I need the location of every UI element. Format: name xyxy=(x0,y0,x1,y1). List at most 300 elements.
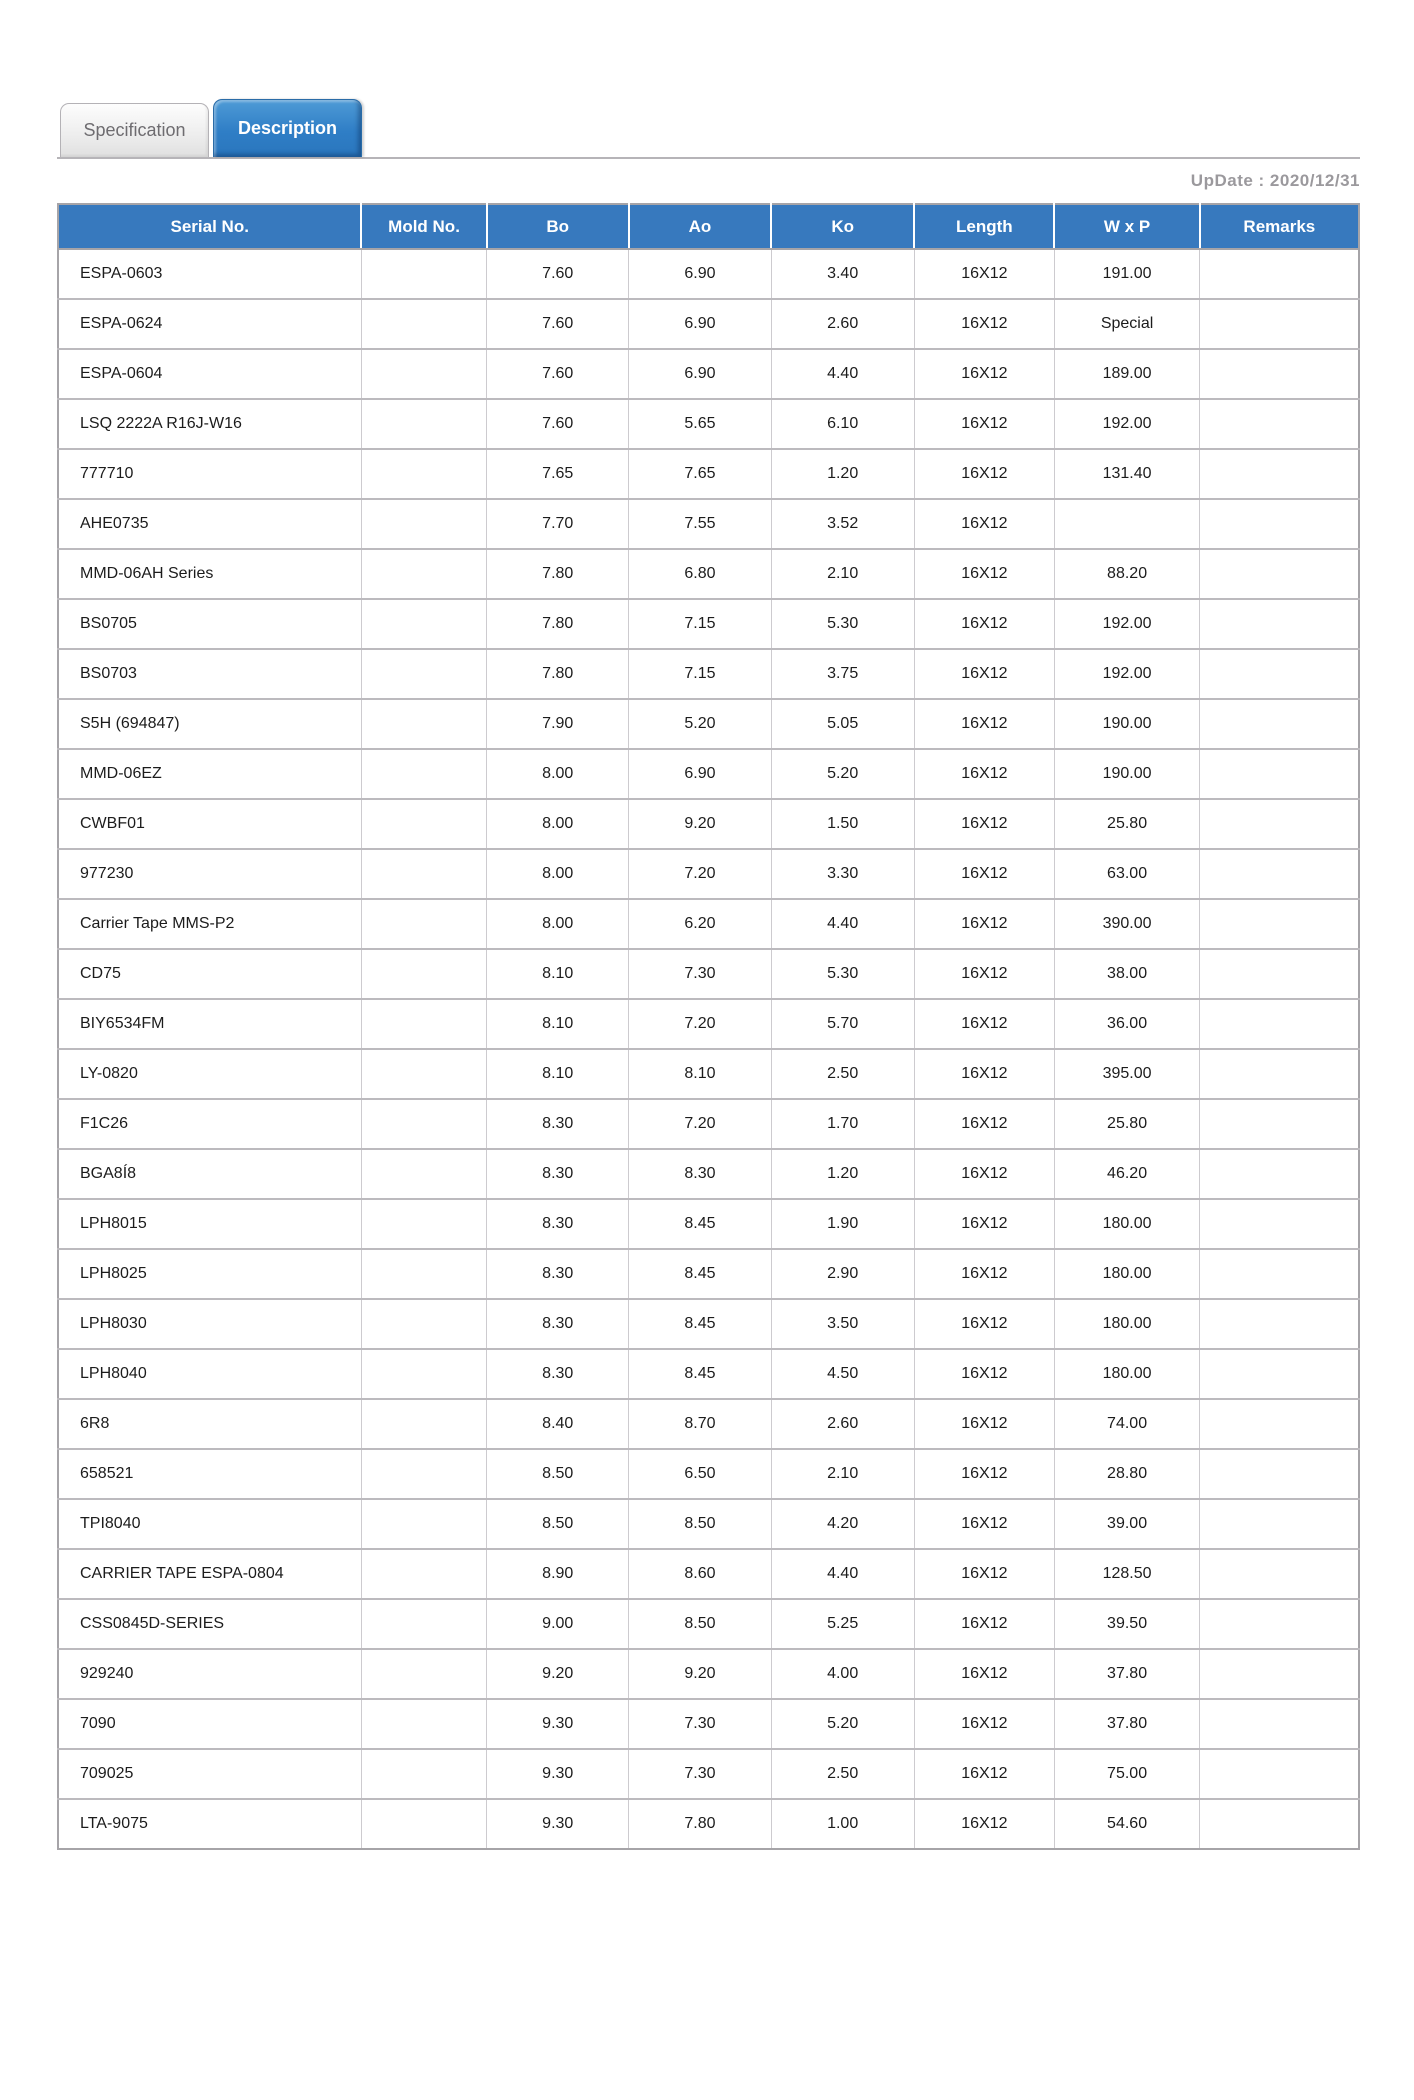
page-content xyxy=(57,100,1360,1850)
cell-remarks xyxy=(1200,449,1359,499)
cell-remarks xyxy=(1200,1099,1359,1149)
cell-ko: 1.90 xyxy=(771,1199,914,1249)
cell-length: 16X12 xyxy=(914,1499,1054,1549)
cell-wxp: 88.20 xyxy=(1054,549,1199,599)
cell-length: 16X12 xyxy=(914,649,1054,699)
cell-serial: BS0703 xyxy=(58,649,361,699)
cell-serial: 7090 xyxy=(58,1699,361,1749)
column-header-ao: Ao xyxy=(629,204,771,249)
cell-ko: 2.10 xyxy=(771,549,914,599)
cell-serial: BIY6534FM xyxy=(58,999,361,1049)
cell-serial: LPH8025 xyxy=(58,1249,361,1299)
cell-ao: 7.80 xyxy=(629,1799,771,1849)
cell-bo: 9.20 xyxy=(487,1649,629,1699)
cell-length: 16X12 xyxy=(914,399,1054,449)
table-row xyxy=(58,1599,1359,1649)
cell-mold xyxy=(361,1249,486,1299)
cell-mold xyxy=(361,699,486,749)
cell-wxp: 180.00 xyxy=(1054,1349,1199,1399)
cell-ao: 8.45 xyxy=(629,1199,771,1249)
cell-length: 16X12 xyxy=(914,1199,1054,1249)
cell-ko: 3.30 xyxy=(771,849,914,899)
cell-ao: 8.10 xyxy=(629,1049,771,1099)
cell-bo: 7.80 xyxy=(487,649,629,699)
cell-ao: 6.50 xyxy=(629,1449,771,1499)
table-row xyxy=(58,849,1359,899)
cell-length: 16X12 xyxy=(914,449,1054,499)
cell-ao: 8.45 xyxy=(629,1349,771,1399)
cell-mold xyxy=(361,1599,486,1649)
cell-serial: MMD-06AH Series xyxy=(58,549,361,599)
cell-ko: 2.60 xyxy=(771,299,914,349)
cell-serial: LY-0820 xyxy=(58,1049,361,1099)
cell-ko: 4.00 xyxy=(771,1649,914,1699)
cell-ko: 4.40 xyxy=(771,349,914,399)
cell-ao: 7.55 xyxy=(629,499,771,549)
cell-remarks xyxy=(1200,1699,1359,1749)
table-row xyxy=(58,999,1359,1049)
cell-wxp: 180.00 xyxy=(1054,1299,1199,1349)
cell-length: 16X12 xyxy=(914,749,1054,799)
table-row xyxy=(58,1649,1359,1699)
cell-ao: 5.20 xyxy=(629,699,771,749)
cell-length: 16X12 xyxy=(914,599,1054,649)
table-row xyxy=(58,1549,1359,1599)
cell-remarks xyxy=(1200,699,1359,749)
cell-length: 16X12 xyxy=(914,1249,1054,1299)
cell-serial: BGA8Í8 xyxy=(58,1149,361,1199)
cell-wxp: 180.00 xyxy=(1054,1249,1199,1299)
cell-mold xyxy=(361,499,486,549)
cell-wxp: 192.00 xyxy=(1054,399,1199,449)
cell-bo: 9.00 xyxy=(487,1599,629,1649)
table-row xyxy=(58,499,1359,549)
cell-bo: 9.30 xyxy=(487,1699,629,1749)
table-row xyxy=(58,949,1359,999)
cell-length: 16X12 xyxy=(914,849,1054,899)
table-row xyxy=(58,249,1359,299)
cell-bo: 8.40 xyxy=(487,1399,629,1449)
cell-serial: Carrier Tape MMS-P2 xyxy=(58,899,361,949)
cell-mold xyxy=(361,349,486,399)
cell-length: 16X12 xyxy=(914,949,1054,999)
cell-length: 16X12 xyxy=(914,999,1054,1049)
cell-serial: 777710 xyxy=(58,449,361,499)
cell-ko: 1.20 xyxy=(771,1149,914,1199)
cell-ao: 7.65 xyxy=(629,449,771,499)
cell-bo: 8.30 xyxy=(487,1349,629,1399)
table-body xyxy=(58,249,1359,1849)
cell-mold xyxy=(361,999,486,1049)
cell-length: 16X12 xyxy=(914,799,1054,849)
cell-bo: 8.30 xyxy=(487,1299,629,1349)
cell-bo: 8.50 xyxy=(487,1499,629,1549)
table-row xyxy=(58,1399,1359,1449)
cell-length: 16X12 xyxy=(914,249,1054,299)
spec-table xyxy=(57,203,1360,1850)
cell-ao: 8.30 xyxy=(629,1149,771,1199)
cell-ko: 1.00 xyxy=(771,1799,914,1849)
cell-serial: CD75 xyxy=(58,949,361,999)
cell-remarks xyxy=(1200,1599,1359,1649)
cell-bo: 8.30 xyxy=(487,1149,629,1199)
cell-ao: 6.90 xyxy=(629,749,771,799)
cell-wxp: 190.00 xyxy=(1054,699,1199,749)
cell-length: 16X12 xyxy=(914,1599,1054,1649)
cell-serial: LPH8015 xyxy=(58,1199,361,1249)
cell-bo: 7.60 xyxy=(487,349,629,399)
table-row xyxy=(58,1299,1359,1349)
cell-ao: 7.20 xyxy=(629,1099,771,1149)
cell-ko: 2.50 xyxy=(771,1749,914,1799)
cell-remarks xyxy=(1200,1499,1359,1549)
cell-bo: 7.80 xyxy=(487,549,629,599)
cell-remarks xyxy=(1200,1799,1359,1849)
table-row xyxy=(58,449,1359,499)
cell-ko: 3.50 xyxy=(771,1299,914,1349)
cell-ko: 5.70 xyxy=(771,999,914,1049)
cell-wxp: 39.00 xyxy=(1054,1499,1199,1549)
cell-wxp: 25.80 xyxy=(1054,799,1199,849)
cell-serial: S5H (694847) xyxy=(58,699,361,749)
cell-mold xyxy=(361,1149,486,1199)
cell-mold xyxy=(361,1099,486,1149)
tab-bar xyxy=(57,100,1360,159)
cell-wxp: 180.00 xyxy=(1054,1199,1199,1249)
cell-bo: 8.10 xyxy=(487,949,629,999)
cell-serial: AHE0735 xyxy=(58,499,361,549)
cell-serial: CWBF01 xyxy=(58,799,361,849)
cell-serial: ESPA-0624 xyxy=(58,299,361,349)
cell-mold xyxy=(361,1449,486,1499)
cell-mold xyxy=(361,299,486,349)
cell-length: 16X12 xyxy=(914,499,1054,549)
cell-wxp: 39.50 xyxy=(1054,1599,1199,1649)
cell-mold xyxy=(361,449,486,499)
cell-serial: 977230 xyxy=(58,849,361,899)
cell-ko: 3.40 xyxy=(771,249,914,299)
cell-mold xyxy=(361,1399,486,1449)
cell-remarks xyxy=(1200,1549,1359,1599)
cell-remarks xyxy=(1200,499,1359,549)
cell-remarks xyxy=(1200,1249,1359,1299)
cell-bo: 9.30 xyxy=(487,1799,629,1849)
cell-length: 16X12 xyxy=(914,1549,1054,1599)
cell-ao: 8.70 xyxy=(629,1399,771,1449)
cell-wxp: 46.20 xyxy=(1054,1149,1199,1199)
cell-ao: 6.90 xyxy=(629,249,771,299)
cell-ko: 4.20 xyxy=(771,1499,914,1549)
cell-wxp: 128.50 xyxy=(1054,1549,1199,1599)
cell-mold xyxy=(361,649,486,699)
column-header-mold: Mold No. xyxy=(361,204,486,249)
table-row xyxy=(58,1349,1359,1399)
table-header-row xyxy=(58,204,1359,249)
cell-serial: MMD-06EZ xyxy=(58,749,361,799)
cell-length: 16X12 xyxy=(914,299,1054,349)
cell-serial: TPI8040 xyxy=(58,1499,361,1549)
table-row xyxy=(58,799,1359,849)
cell-mold xyxy=(361,1549,486,1599)
table-row xyxy=(58,599,1359,649)
cell-mold xyxy=(361,599,486,649)
cell-remarks xyxy=(1200,1749,1359,1799)
table-row xyxy=(58,549,1359,599)
cell-bo: 7.60 xyxy=(487,299,629,349)
cell-wxp: 192.00 xyxy=(1054,649,1199,699)
column-header-wxp: W x P xyxy=(1054,204,1199,249)
cell-wxp: 191.00 xyxy=(1054,249,1199,299)
cell-serial: ESPA-0604 xyxy=(58,349,361,399)
update-date-label: UpDate : 2020/12/31 xyxy=(1190,171,1360,190)
cell-length: 16X12 xyxy=(914,699,1054,749)
cell-ko: 5.20 xyxy=(771,749,914,799)
cell-ko: 5.20 xyxy=(771,1699,914,1749)
cell-serial: LTA-9075 xyxy=(58,1799,361,1849)
cell-remarks xyxy=(1200,849,1359,899)
cell-wxp: 25.80 xyxy=(1054,1099,1199,1149)
cell-ko: 2.10 xyxy=(771,1449,914,1499)
cell-ao: 7.15 xyxy=(629,649,771,699)
cell-ko: 1.70 xyxy=(771,1099,914,1149)
cell-serial: 709025 xyxy=(58,1749,361,1799)
table-row xyxy=(58,1099,1359,1149)
column-header-bo: Bo xyxy=(487,204,629,249)
cell-bo: 8.30 xyxy=(487,1249,629,1299)
cell-ao: 7.30 xyxy=(629,1699,771,1749)
cell-bo: 8.00 xyxy=(487,849,629,899)
cell-mold xyxy=(361,899,486,949)
cell-length: 16X12 xyxy=(914,899,1054,949)
cell-wxp: 192.00 xyxy=(1054,599,1199,649)
cell-mold xyxy=(361,399,486,449)
cell-serial: 929240 xyxy=(58,1649,361,1699)
cell-ao: 5.65 xyxy=(629,399,771,449)
cell-ko: 5.25 xyxy=(771,1599,914,1649)
cell-wxp: 189.00 xyxy=(1054,349,1199,399)
cell-ao: 6.90 xyxy=(629,349,771,399)
table-row xyxy=(58,699,1359,749)
cell-remarks xyxy=(1200,1299,1359,1349)
cell-length: 16X12 xyxy=(914,1649,1054,1699)
table-row xyxy=(58,1449,1359,1499)
cell-bo: 8.30 xyxy=(487,1199,629,1249)
cell-ko: 4.50 xyxy=(771,1349,914,1399)
cell-serial: LPH8040 xyxy=(58,1349,361,1399)
cell-length: 16X12 xyxy=(914,1099,1054,1149)
cell-wxp: 74.00 xyxy=(1054,1399,1199,1449)
cell-length: 16X12 xyxy=(914,349,1054,399)
cell-ao: 7.15 xyxy=(629,599,771,649)
cell-remarks xyxy=(1200,1049,1359,1099)
cell-ao: 7.30 xyxy=(629,949,771,999)
cell-serial: CSS0845D-SERIES xyxy=(58,1599,361,1649)
cell-ko: 1.50 xyxy=(771,799,914,849)
cell-ao: 7.20 xyxy=(629,999,771,1049)
cell-bo: 8.00 xyxy=(487,799,629,849)
cell-mold xyxy=(361,949,486,999)
cell-wxp: 36.00 xyxy=(1054,999,1199,1049)
cell-serial: BS0705 xyxy=(58,599,361,649)
cell-length: 16X12 xyxy=(914,1049,1054,1099)
cell-serial: F1C26 xyxy=(58,1099,361,1149)
cell-serial: LSQ 2222A R16J-W16 xyxy=(58,399,361,449)
cell-remarks xyxy=(1200,349,1359,399)
table-row xyxy=(58,749,1359,799)
cell-remarks xyxy=(1200,299,1359,349)
cell-length: 16X12 xyxy=(914,1399,1054,1449)
cell-mold xyxy=(361,1699,486,1749)
cell-mold xyxy=(361,249,486,299)
tab-description[interactable] xyxy=(213,99,362,157)
table-row xyxy=(58,349,1359,399)
cell-mold xyxy=(361,849,486,899)
cell-length: 16X12 xyxy=(914,1349,1054,1399)
cell-bo: 7.60 xyxy=(487,399,629,449)
cell-bo: 8.00 xyxy=(487,899,629,949)
cell-ao: 9.20 xyxy=(629,799,771,849)
cell-remarks xyxy=(1200,249,1359,299)
table-header xyxy=(58,204,1359,249)
table-row xyxy=(58,1149,1359,1199)
cell-remarks xyxy=(1200,949,1359,999)
cell-bo: 7.90 xyxy=(487,699,629,749)
cell-remarks xyxy=(1200,399,1359,449)
cell-length: 16X12 xyxy=(914,549,1054,599)
table-row xyxy=(58,1799,1359,1849)
cell-length: 16X12 xyxy=(914,1449,1054,1499)
cell-mold xyxy=(361,1799,486,1849)
cell-ko: 3.75 xyxy=(771,649,914,699)
cell-length: 16X12 xyxy=(914,1799,1054,1849)
table-row xyxy=(58,399,1359,449)
cell-ko: 3.52 xyxy=(771,499,914,549)
cell-ko: 5.30 xyxy=(771,949,914,999)
cell-bo: 8.10 xyxy=(487,999,629,1049)
cell-bo: 7.80 xyxy=(487,599,629,649)
cell-mold xyxy=(361,799,486,849)
table-row xyxy=(58,1199,1359,1249)
cell-remarks xyxy=(1200,599,1359,649)
cell-wxp: 28.80 xyxy=(1054,1449,1199,1499)
cell-wxp: 190.00 xyxy=(1054,749,1199,799)
cell-serial: LPH8030 xyxy=(58,1299,361,1349)
cell-ao: 7.30 xyxy=(629,1749,771,1799)
cell-wxp: 390.00 xyxy=(1054,899,1199,949)
cell-mold xyxy=(361,1049,486,1099)
table-row xyxy=(58,1749,1359,1799)
cell-ko: 2.60 xyxy=(771,1399,914,1449)
cell-ko: 6.10 xyxy=(771,399,914,449)
cell-mold xyxy=(361,1499,486,1549)
cell-ao: 8.45 xyxy=(629,1249,771,1299)
cell-wxp: 75.00 xyxy=(1054,1749,1199,1799)
cell-remarks xyxy=(1200,549,1359,599)
cell-ko: 4.40 xyxy=(771,899,914,949)
cell-ao: 8.60 xyxy=(629,1549,771,1599)
cell-mold xyxy=(361,1299,486,1349)
cell-length: 16X12 xyxy=(914,1749,1054,1799)
cell-mold xyxy=(361,1349,486,1399)
cell-remarks xyxy=(1200,1399,1359,1449)
cell-bo: 9.30 xyxy=(487,1749,629,1799)
tab-specification-label: Specification xyxy=(83,120,186,140)
cell-remarks xyxy=(1200,1449,1359,1499)
table-row xyxy=(58,1699,1359,1749)
cell-wxp: 131.40 xyxy=(1054,449,1199,499)
cell-bo: 8.50 xyxy=(487,1449,629,1499)
cell-remarks xyxy=(1200,1649,1359,1699)
cell-remarks xyxy=(1200,899,1359,949)
cell-remarks xyxy=(1200,649,1359,699)
cell-mold xyxy=(361,549,486,599)
cell-ao: 8.45 xyxy=(629,1299,771,1349)
cell-ao: 8.50 xyxy=(629,1599,771,1649)
cell-mold xyxy=(361,749,486,799)
column-header-length: Length xyxy=(914,204,1054,249)
cell-ko: 2.90 xyxy=(771,1249,914,1299)
cell-ao: 8.50 xyxy=(629,1499,771,1549)
cell-bo: 8.90 xyxy=(487,1549,629,1599)
table-row xyxy=(58,299,1359,349)
cell-ko: 4.40 xyxy=(771,1549,914,1599)
cell-bo: 7.60 xyxy=(487,249,629,299)
cell-length: 16X12 xyxy=(914,1699,1054,1749)
cell-ao: 7.20 xyxy=(629,849,771,899)
cell-mold xyxy=(361,1649,486,1699)
cell-serial: 658521 xyxy=(58,1449,361,1499)
cell-ko: 5.30 xyxy=(771,599,914,649)
cell-ao: 6.80 xyxy=(629,549,771,599)
cell-wxp: 37.80 xyxy=(1054,1649,1199,1699)
cell-ko: 1.20 xyxy=(771,449,914,499)
cell-ko: 2.50 xyxy=(771,1049,914,1099)
table-row xyxy=(58,649,1359,699)
cell-remarks xyxy=(1200,749,1359,799)
cell-ko: 5.05 xyxy=(771,699,914,749)
cell-wxp xyxy=(1054,499,1199,549)
cell-ao: 9.20 xyxy=(629,1649,771,1699)
cell-wxp: Special xyxy=(1054,299,1199,349)
cell-wxp: 37.80 xyxy=(1054,1699,1199,1749)
update-row xyxy=(57,159,1360,203)
cell-ao: 6.20 xyxy=(629,899,771,949)
cell-bo: 8.00 xyxy=(487,749,629,799)
column-header-remarks: Remarks xyxy=(1200,204,1359,249)
cell-serial: 6R8 xyxy=(58,1399,361,1449)
cell-remarks xyxy=(1200,1349,1359,1399)
tab-specification[interactable] xyxy=(60,103,209,157)
cell-bo: 8.10 xyxy=(487,1049,629,1099)
cell-mold xyxy=(361,1199,486,1249)
tab-description-label: Description xyxy=(237,118,338,138)
cell-serial: ESPA-0603 xyxy=(58,249,361,299)
cell-remarks xyxy=(1200,799,1359,849)
cell-length: 16X12 xyxy=(914,1299,1054,1349)
cell-wxp: 63.00 xyxy=(1054,849,1199,899)
cell-mold xyxy=(361,1749,486,1799)
column-header-serial: Serial No. xyxy=(58,204,361,249)
table-row xyxy=(58,1049,1359,1099)
cell-bo: 8.30 xyxy=(487,1099,629,1149)
cell-serial: CARRIER TAPE ESPA-0804 xyxy=(58,1549,361,1599)
cell-wxp: 395.00 xyxy=(1054,1049,1199,1099)
table-row xyxy=(58,1249,1359,1299)
table-row xyxy=(58,899,1359,949)
cell-wxp: 54.60 xyxy=(1054,1799,1199,1849)
cell-remarks xyxy=(1200,1199,1359,1249)
cell-length: 16X12 xyxy=(914,1149,1054,1199)
